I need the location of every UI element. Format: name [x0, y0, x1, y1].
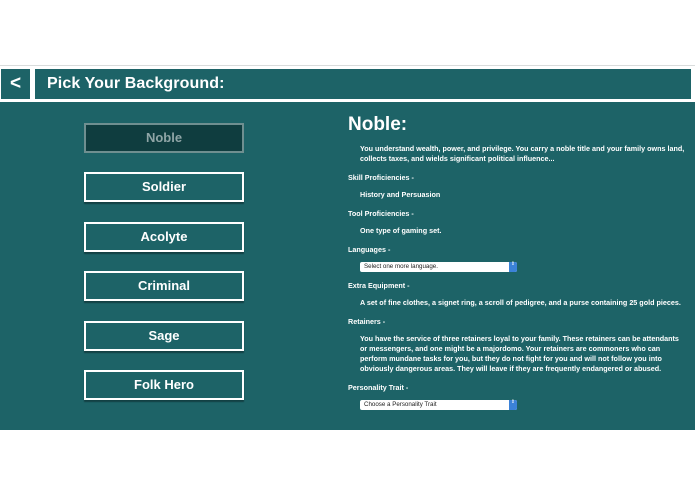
skill-proficiencies-value: History and Persuasion: [360, 190, 441, 199]
page-title: Pick Your Background:: [47, 75, 225, 92]
detail-title: Noble:: [348, 114, 408, 135]
background-list: [84, 123, 244, 419]
language-select-value: Select one more language.: [364, 263, 438, 270]
language-select[interactable]: [360, 262, 517, 272]
tool-proficiencies-label: Tool Proficiencies -: [348, 209, 414, 218]
content-panel: [0, 102, 695, 430]
extra-equipment-label: Extra Equipment -: [348, 281, 410, 290]
background-button-folk-hero[interactable]: Folk Hero: [84, 370, 244, 400]
personality-trait-label: Personality Trait -: [348, 383, 409, 392]
select-arrows-icon: ⇕: [509, 400, 517, 410]
back-button[interactable]: <: [1, 67, 32, 101]
background-button-acolyte[interactable]: Acolyte: [84, 222, 244, 252]
background-button-sage[interactable]: Sage: [84, 321, 244, 351]
background-detail: [348, 114, 688, 419]
title-bar: [33, 67, 693, 101]
background-button-soldier[interactable]: Soldier: [84, 172, 244, 202]
extra-equipment-value: A set of fine clothes, a signet ring, a scroll of pedigree, and a purse containing 25 gold pieces.: [360, 298, 681, 307]
retainers-value: You have the service of three retainers loyal to your family. These retainers can be attendants or messengers, and one might be a majordomo. Your retainers are commoners who can perform mundane tasks for you, but they do not fight for you and will not follow you into obviously dangerous areas. They will leave if they are frequently endangered or abused.: [360, 334, 679, 373]
background-button-criminal[interactable]: Criminal: [84, 271, 244, 301]
tool-proficiencies-value: One type of gaming set.: [360, 226, 442, 235]
retainers-label: Retainers -: [348, 317, 386, 326]
personality-select-value: Choose a Personality Trait: [364, 401, 437, 408]
detail-description: You understand wealth, power, and privilege. You carry a noble title and your family owns land, collects taxes, and wields significant political influence...: [360, 144, 685, 163]
personality-trait-select[interactable]: [360, 400, 517, 410]
skill-proficiencies-label: Skill Proficiencies -: [348, 173, 414, 182]
top-divider: [0, 65, 695, 66]
header: [0, 67, 695, 101]
background-button-noble[interactable]: Noble: [84, 123, 244, 153]
select-arrows-icon: ⇕: [509, 262, 517, 272]
languages-label: Languages -: [348, 245, 391, 254]
